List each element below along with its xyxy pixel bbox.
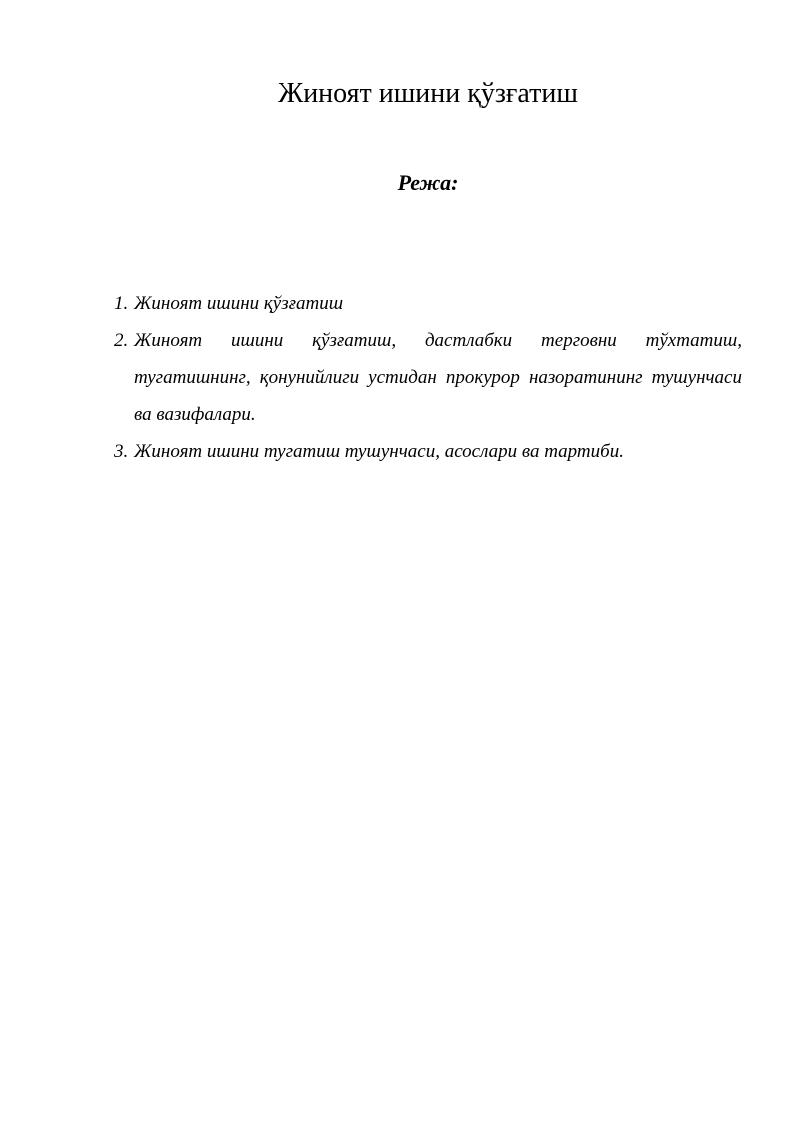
plan-item-1: [114, 285, 742, 322]
plan-item-text: Жиноят ишини тугатиш тушунчаси, асослари ва тартиби.: [134, 441, 624, 462]
document-title: Жиноят ишини қўзғатиш: [278, 78, 578, 109]
plan-item-2: [114, 322, 742, 433]
plan-item-3: [114, 433, 742, 470]
plan-list: [114, 285, 742, 470]
plan-item-number: 3.: [114, 441, 129, 462]
plan-item-number: 1.: [114, 293, 129, 314]
plan-item-text: Жиноят ишини қўзғатиш, дастлабки терговни тўхтатиш, тугатишнинг, қонунийлиги устидан прокурор назоратининг тушунчаси ва вазифалари.: [134, 330, 742, 425]
plan-heading: Режа:: [397, 170, 459, 195]
plan-item-number: 2.: [114, 330, 129, 351]
plan-item-text: Жиноят ишини қўзғатиш: [134, 293, 344, 314]
